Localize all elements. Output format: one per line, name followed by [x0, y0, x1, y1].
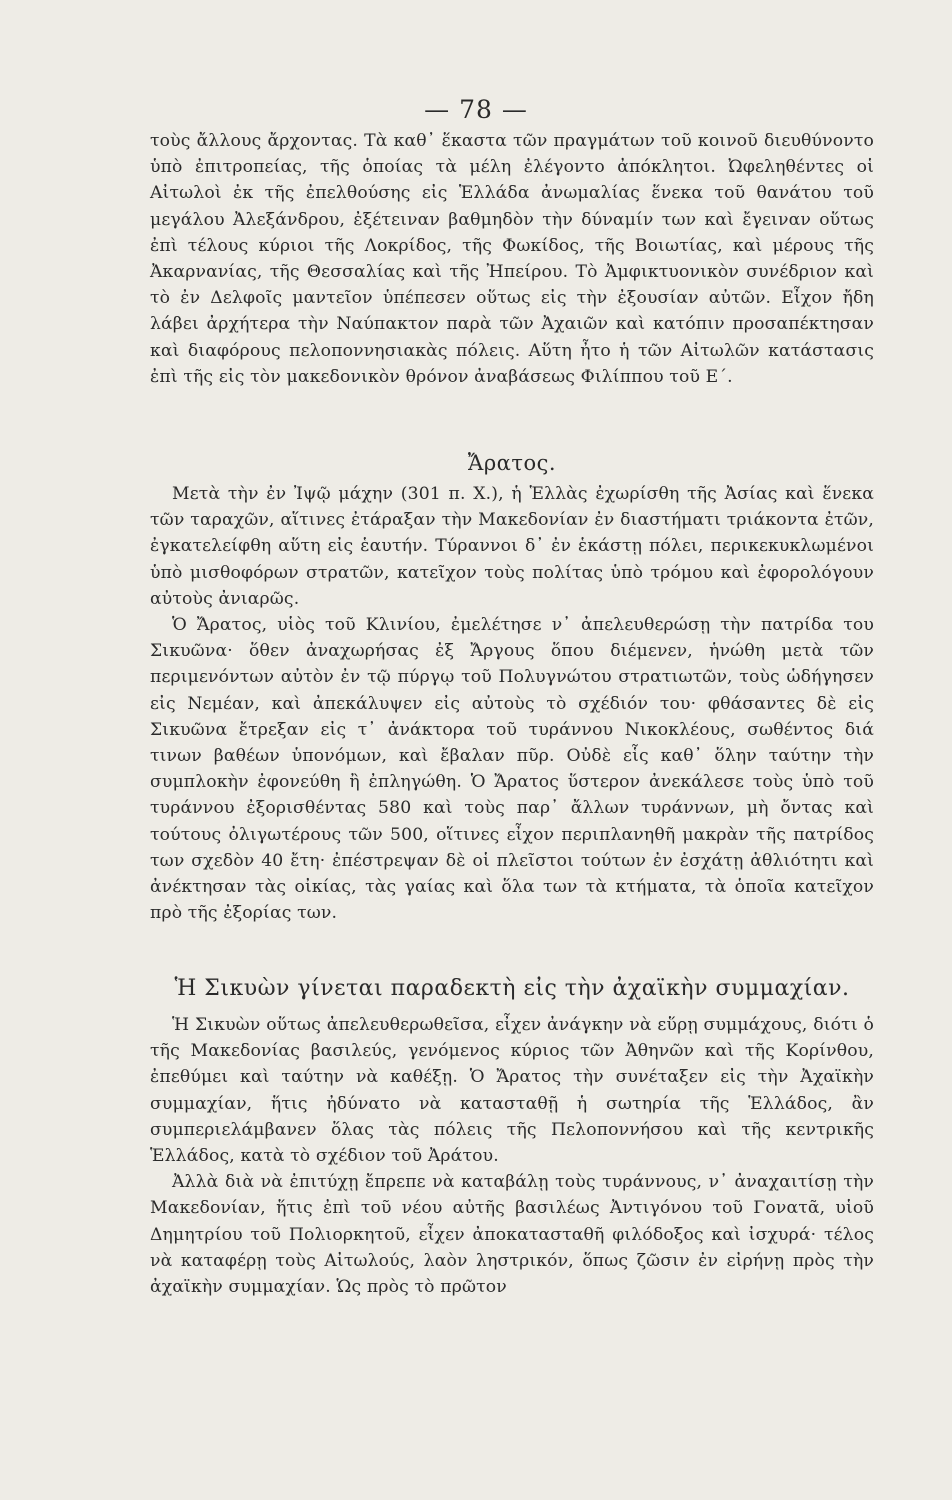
sikyon-section	[150, 1012, 874, 1300]
section-heading-aratos: Ἄρατος.	[467, 451, 557, 475]
paragraph: Ὁ Ἄρατος, υἱὸς τοῦ Κλινίου, ἐμελέτησε ν᾽ ἀπελευθερώσῃ τὴν πατρίδα του Σικυῶνα· ὅθεν ἀναχωρήσας ἐξ Ἄργους ὅπου διέμενεν, ἡνώθη μετὰ τῶν περιμενόντων αὐτὸν ἐν τῷ πύργῳ τοῦ Πολυγνώτου στρατιωτῶν, τοὺς ὡδήγησεν εἰς Νεμέαν, καὶ ἀπεκάλυψεν εἰς αὐτοὺς τὸ σχέδιόν του· φθάσαντες δὲ εἰς Σικυῶνα ἔτρεξαν εἰς τ᾽ ἀνάκτορα τοῦ τυράννου Νικοκλέους, σωθέντος διά τινων βαθέων ὑπονόμων, καὶ ἔβαλαν πῦρ. Οὐδὲ εἷς καθ᾽ ὅλην ταύτην τὴν συμπλοκὴν ἐφονεύθη ἢ ἐπληγώθη. Ὁ Ἄρατος ὕστερον ἀνεκάλεσε τοὺς ὑπὸ τοῦ τυράννου ἐξορισθέντας 580 καὶ τοὺς παρ᾽ ἄλλων τυράννων, μὴ ὄντας καὶ τούτους ὀλιγωτέρους τῶν 500, οἵτινες εἶχον περιπλανηθῆ μακρὰν τῆς πατρίδος των σχεδὸν 40 ἔτη· ἐπέστρεψαν δὲ οἱ πλεῖστοι τούτων ἐν ἐσχάτῃ ἀθλιότητι καὶ ἀνέκτησαν τὰς οἰκίας, τὰς γαίας καὶ ὅλα των τὰ κτήματα, τὰ ὁποῖα κατεῖχον πρὸ τῆς ἐξορίας των.	[150, 615, 874, 924]
paragraph: Ἡ Σικυὼν οὕτως ἀπελευθερωθεῖσα, εἶχεν ἀνάγκην νὰ εὕρῃ συμμάχους, διότι ὁ τῆς Μακεδονίας βασιλεύς, γενόμενος κύριος τῶν Ἀθηνῶν καὶ τῆς Κορίνθου, ἐπεθύμει καὶ ταύτην νὰ καθέξῃ. Ὁ Ἄρατος τὴν συνέταξεν εἰς τὴν Ἀχαϊκὴν συμμαχίαν, ἥτις ἠδύνατο νὰ κατασταθῇ ἡ σωτηρία τῆς Ἑλλάδος, ἂν συμπεριελάμβανεν ὅλας τὰς πόλεις τῆς Πελοποννήσου καὶ τῆς κεντρικῆς Ἑλλάδος, κατὰ τὸ σχέδιον τοῦ Ἀράτου.	[150, 1015, 874, 1167]
page-number: — 78 —	[424, 95, 528, 124]
paragraph: Ἀλλὰ διὰ νὰ ἐπιτύχῃ ἔπρεπε νὰ καταβάλῃ τοὺς τυράννους, ν᾽ ἀναχαιτίσῃ τὴν Μακεδονίαν, ἥτις ἐπὶ τοῦ νέου αὐτῆς βασιλέως Ἀντιγόνου τοῦ Γονατᾶ, υἱοῦ Δημητρίου τοῦ Πολιορκητοῦ, εἶχεν ἀποκατασταθῆ φιλόδοξος καὶ ἰσχυρά· τέλος νὰ καταφέρῃ τοὺς Αἰτωλούς, λαὸν ληστρικόν, ὅπως ζῶσιν ἐν εἰρήνῃ πρὸς τὴν ἀχαϊκὴν συμμαχίαν. Ὡς πρὸς τὸ πρῶτον	[150, 1172, 874, 1298]
paragraph: τοὺς ἄλλους ἄρχοντας. Τὰ καθ᾽ ἕκαστα τῶν πραγμάτων τοῦ κοινοῦ διευθύνοντο ὑπὸ ἐπιτροπείας, τῆς ὁποίας τὰ μέλη ἐλέγοντο ἀπόκλητοι. Ὠφεληθέντες οἱ Αἰτωλοὶ ἐκ τῆς ἐπελθούσης εἰς Ἑλλάδα ἀνωμαλίας ἕνεκα τοῦ θανάτου τοῦ μεγάλου Ἀλεξάνδρου, ἐξέτειναν βαθμηδὸν τὴν δύναμίν των καὶ ἔγειναν οὕτως ἐπὶ τέλους κύριοι τῆς Λοκρίδος, τῆς Φωκίδος, τῆς Βοιωτίας, καὶ μέρους τῆς Ἀκαρνανίας, τῆς Θεσσαλίας καὶ τῆς Ἠπείρου. Τὸ Ἀμφικτυονικὸν συνέδριον καὶ τὸ ἐν Δελφοῖς μαντεῖον ὑπέπεσεν οὕτως εἰς τὴν ἐξουσίαν αὐτῶν. Εἶχον ἤδη λάβει ἀρχήτερα τὴν Ναύπακτον παρὰ τῶν Ἀχαιῶν καὶ κατόπιν προσαπέκτησαν καὶ διαφόρους πελοποννησιακὰς πόλεις. Αὕτη ἦτο ἡ τῶν Αἰτωλῶν κατάστασις ἐπὶ τῆς εἰς τὸν μακεδονικὸν θρόνον ἀναβάσεως Φιλίππου τοῦ Ε΄.	[150, 131, 874, 387]
intro-section	[150, 128, 874, 390]
paragraph: Μετὰ τὴν ἐν Ἰψῷ μάχην (301 π. Χ.), ἡ Ἑλλὰς ἐχωρίσθη τῆς Ἀσίας καὶ ἕνεκα τῶν ταραχῶν, αἵτινες ἐτάραξαν τὴν Μακεδονίαν ἐν διαστήματι τριάκοντα ἐτῶν, ἐγκατελείφθη αὕτη εἰς ἑαυτήν. Τύραννοι δ᾽ ἐν ἑκάστῃ πόλει, περικεκυκλωμένοι ὑπὸ μισθοφόρων στρατῶν, κατεῖχον τοὺς πολίτας ὑπὸ τρόμου καὶ ἐφορολόγουν αὐτοὺς ἀνιαρῶς.	[150, 484, 874, 609]
aratos-section	[150, 481, 874, 926]
section-heading-sikyon: Ἡ Σικυὼν γίνεται παραδεκτὴ εἰς τὴν ἀχαϊκὴν συμμαχίαν.	[174, 976, 850, 1001]
